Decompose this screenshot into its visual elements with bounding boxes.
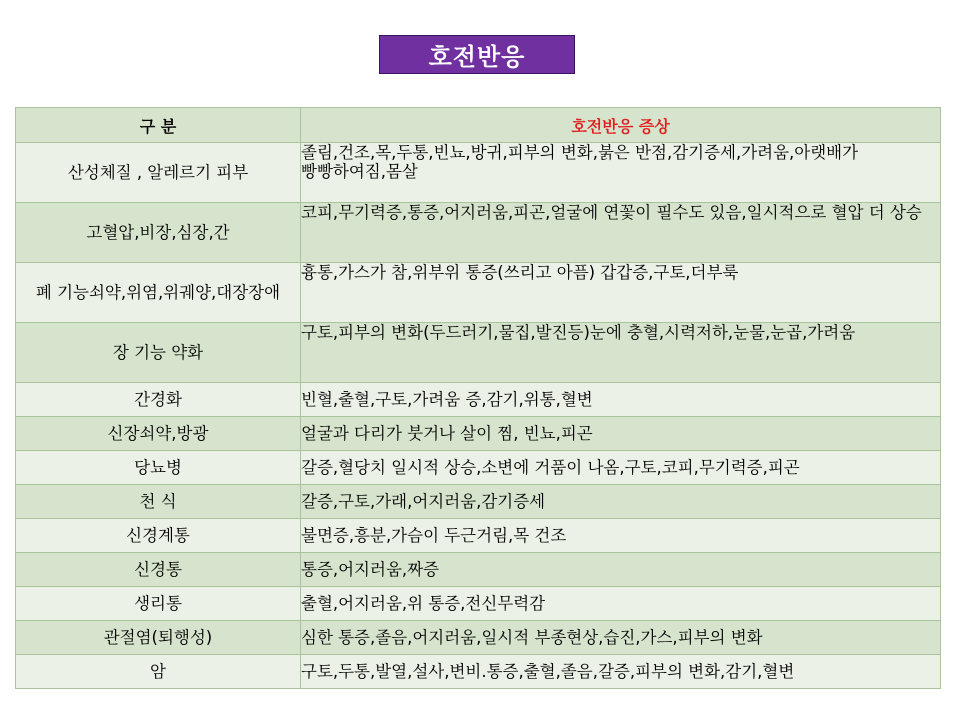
category-cell: 암	[16, 655, 301, 689]
table-row	[16, 553, 941, 587]
symptom-cell: 심한 통증,졸음,어지러움,일시적 부종현상,습진,가스,피부의 변화	[301, 621, 941, 655]
category-cell: 산성체질 , 알레르기 피부	[16, 143, 301, 203]
symptom-cell: 갈증,구토,가래,어지러움,감기증세	[301, 485, 941, 519]
table-header-row	[16, 108, 941, 143]
category-cell: 신경계통	[16, 519, 301, 553]
symptom-cell: 흉통,가스가 참,위부위 통증(쓰리고 아픔) 갑갑증,구토,더부룩	[301, 263, 941, 323]
symptom-cell: 구토,두통,발열,설사,변비.통증,출혈,졸음,갈증,피부의 변화,감기,혈변	[301, 655, 941, 689]
symptom-cell: 불면증,흥분,가슴이 두근거림,목 건조	[301, 519, 941, 553]
table-row	[16, 451, 941, 485]
table-row	[16, 143, 941, 203]
symptom-cell: 출혈,어지러움,위 통증,전신무력감	[301, 587, 941, 621]
table-row	[16, 485, 941, 519]
symptom-cell: 통증,어지러움,짜증	[301, 553, 941, 587]
symptom-cell: 갈증,혈당치 일시적 상승,소변에 거품이 나옴,구토,코피,무기력증,피곤	[301, 451, 941, 485]
symptoms-table	[15, 107, 941, 689]
page-title: 호전반응	[379, 35, 575, 74]
table-row	[16, 655, 941, 689]
table-row	[16, 383, 941, 417]
table-row	[16, 203, 941, 263]
symptom-cell: 코피,무기력증,통증,어지러움,피곤,얼굴에 연꽃이 필수도 있음,일시적으로 혈압 더 상승	[301, 203, 941, 263]
symptom-cell: 얼굴과 다리가 붓거나 살이 찜, 빈뇨,피곤	[301, 417, 941, 451]
table-row	[16, 587, 941, 621]
category-cell: 장 기능 약화	[16, 323, 301, 383]
header-category: 구 분	[16, 108, 301, 143]
category-cell: 신경통	[16, 553, 301, 587]
category-cell: 신장쇠약,방광	[16, 417, 301, 451]
table-row	[16, 519, 941, 553]
symptom-cell: 빈혈,출혈,구토,가려움 증,감기,위통,혈변	[301, 383, 941, 417]
table-row	[16, 621, 941, 655]
category-cell: 당뇨병	[16, 451, 301, 485]
category-cell: 천 식	[16, 485, 301, 519]
category-cell: 폐 기능쇠약,위염,위궤양,대장장애	[16, 263, 301, 323]
table-row	[16, 417, 941, 451]
category-cell: 간경화	[16, 383, 301, 417]
table-row	[16, 263, 941, 323]
category-cell: 생리통	[16, 587, 301, 621]
category-cell: 고혈압,비장,심장,간	[16, 203, 301, 263]
symptom-cell: 졸림,건조,목,두통,빈뇨,방귀,피부의 변화,붉은 반점,감기증세,가려움,아랫배가 빵빵하여짐,몸살	[301, 143, 941, 203]
header-symptoms: 호전반응 증상	[301, 108, 941, 143]
symptom-cell: 구토,피부의 변화(두드러기,물집,발진등)눈에 충혈,시력저하,눈물,눈곱,가려움	[301, 323, 941, 383]
category-cell: 관절염(퇴행성)	[16, 621, 301, 655]
table-row	[16, 323, 941, 383]
